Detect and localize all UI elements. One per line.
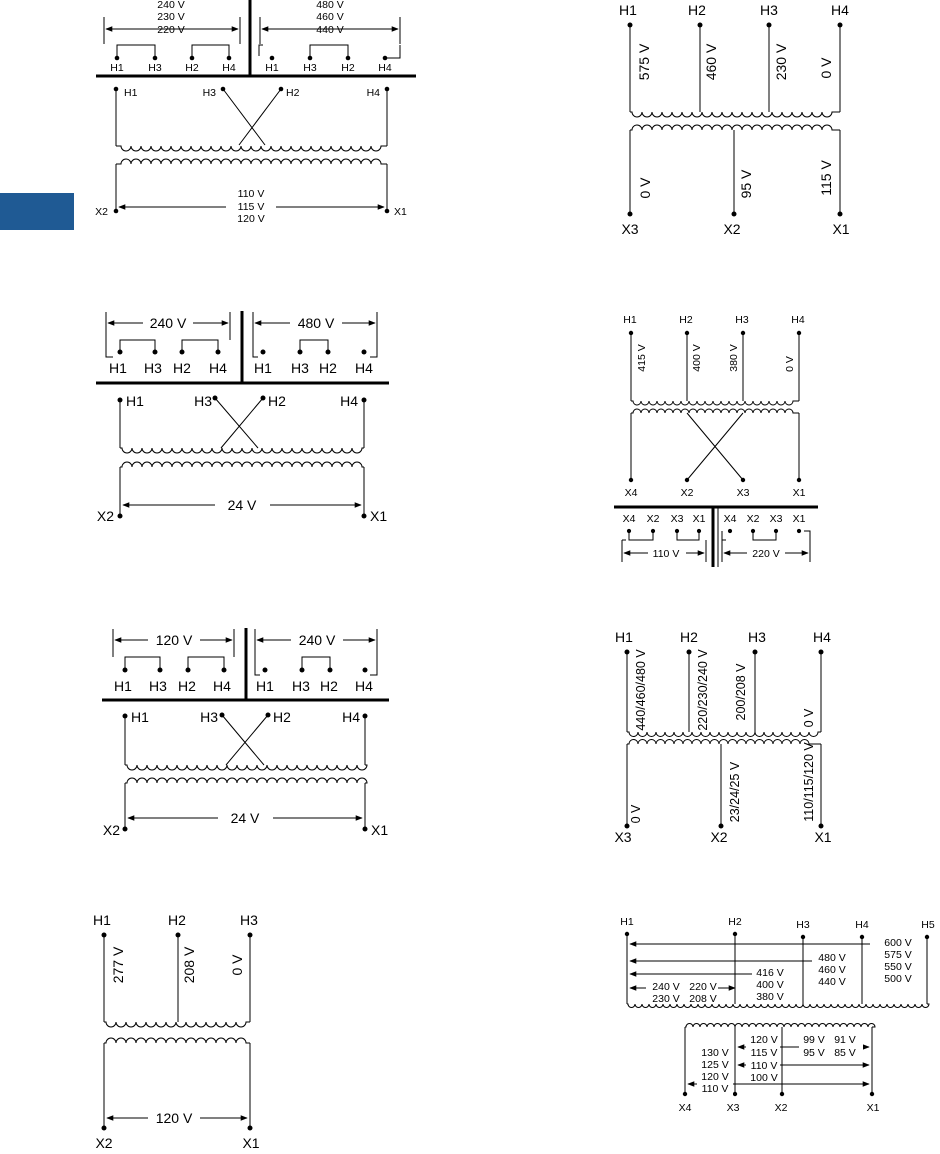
d1-right-volt-3: 440 V	[316, 24, 344, 36]
d5-sec-x2: X2	[723, 221, 741, 237]
d8-top-h2: H2	[728, 916, 742, 928]
d8-top-h5: H5	[921, 919, 935, 931]
diagram-5	[619, 2, 850, 237]
d7-volt-240: 220/230/240 V	[696, 649, 710, 731]
d5-sec-x3: X3	[621, 221, 639, 237]
d5-sec-x1: X1	[832, 221, 850, 237]
d7-volt-208: 200/208 V	[734, 663, 748, 721]
d6-volt-400: 400 V	[691, 344, 703, 372]
d8-v380: 380 V	[756, 991, 784, 1003]
d1-panel-h3: H3	[148, 62, 162, 74]
d8-v230: 230 V	[652, 993, 680, 1005]
d8-v440: 440 V	[818, 976, 846, 988]
d6-left-volt: 110 V	[652, 548, 680, 560]
d1-top-h3: H3	[202, 87, 216, 99]
d2-top-h4: H4	[340, 393, 358, 409]
d1-left-volt-1: 240 V	[157, 0, 185, 11]
d3-panel-h1: H1	[114, 678, 132, 694]
d7-top-h1: H1	[615, 629, 633, 645]
d3-panel-h4: H4	[213, 678, 231, 694]
d2-panel-h1: H1	[109, 360, 127, 376]
d6-top-h2: H2	[679, 314, 693, 326]
d5-sec-volt-95: 95 V	[738, 169, 754, 199]
d1-panel-h1: H1	[110, 62, 124, 74]
d4-sec-volt: 120 V	[155, 1110, 193, 1126]
d7-volt-0: 0 V	[802, 708, 816, 728]
d5-top-h3: H3	[760, 2, 778, 18]
d6-sec-x1: X1	[792, 487, 806, 499]
d6-sec-x4: X4	[624, 487, 638, 499]
d2-panel-r-h1: H1	[254, 360, 272, 376]
d4-volt-208: 208 V	[181, 946, 197, 984]
d8-s91: 91 V	[834, 1034, 856, 1046]
d1-top-h1: H1	[124, 87, 138, 99]
diagram-1	[95, 0, 416, 225]
d1-panel-h4: H4	[222, 62, 236, 74]
d8-s125: 125 V	[701, 1059, 729, 1071]
d3-top-h1: H1	[131, 709, 149, 725]
d5-top-h2: H2	[688, 2, 706, 18]
d3-left-volt: 120 V	[155, 632, 193, 648]
d2-panel-r-h4: H4	[355, 360, 373, 376]
d6-panel-x4: X4	[622, 513, 636, 525]
d2-left-volt: 240 V	[149, 315, 187, 331]
d8-v416: 416 V	[756, 967, 784, 979]
d6-volt-0: 0 V	[784, 356, 796, 372]
d3-sec-x1: X1	[371, 822, 389, 838]
d4-volt-277: 277 V	[110, 946, 126, 984]
d8-v208: 208 V	[689, 993, 717, 1005]
d7-sec-volt-25: 23/24/25 V	[728, 761, 742, 823]
d2-panel-r-h2: H2	[319, 360, 337, 376]
diagram-3	[102, 628, 389, 838]
d1-panel-r-h1: H1	[265, 62, 279, 74]
d8-s130: 130 V	[701, 1047, 729, 1059]
d8-s120: 120 V	[750, 1034, 778, 1046]
d7-sec-x1: X1	[814, 829, 832, 845]
d3-panel-r-h1: H1	[256, 678, 274, 694]
d6-panel-r-x1: X1	[792, 513, 806, 525]
d3-panel-h2: H2	[178, 678, 196, 694]
d1-panel-r-h3: H3	[303, 62, 317, 74]
d7-sec-x2: X2	[710, 829, 728, 845]
d3-panel-r-h4: H4	[355, 678, 373, 694]
d6-volt-415: 415 V	[636, 344, 648, 372]
d4-volt-0: 0 V	[229, 954, 245, 976]
d6-panel-r-x2: X2	[746, 513, 760, 525]
d1-panel-r-h2: H2	[341, 62, 355, 74]
d8-v500: 500 V	[884, 973, 912, 985]
d6-sec-x3: X3	[736, 487, 750, 499]
d5-sec-volt-0: 0 V	[637, 177, 653, 199]
d2-panel-r-h3: H3	[291, 360, 309, 376]
d3-top-h2: H2	[273, 709, 291, 725]
d1-panel-r-h4: H4	[378, 62, 392, 74]
d3-right-volt: 240 V	[298, 632, 336, 648]
d1-sec-x2: X2	[95, 206, 108, 218]
d8-v400: 400 V	[756, 979, 784, 991]
d8-v575: 575 V	[884, 949, 912, 961]
d7-sec-volt-120: 110/115/120 V	[802, 742, 816, 822]
d5-top-h1: H1	[619, 2, 637, 18]
d1-top-h2: H2	[286, 87, 300, 99]
d2-panel-h2: H2	[173, 360, 191, 376]
d5-top-h4: H4	[831, 2, 849, 18]
d2-top-h2: H2	[268, 393, 286, 409]
diagram-6	[614, 314, 818, 567]
d3-panel-h3: H3	[149, 678, 167, 694]
d1-left-volt-2: 230 V	[157, 11, 185, 23]
d1-panel-h2: H2	[185, 62, 199, 74]
d8-v240: 240 V	[652, 981, 680, 993]
d1-right-volt-2: 460 V	[316, 11, 344, 23]
d5-volt-575: 575 V	[636, 43, 652, 81]
diagram-2	[96, 311, 389, 524]
diagram-4	[93, 912, 260, 1151]
d4-top-h2: H2	[168, 912, 186, 928]
d3-sec-volt: 24 V	[230, 810, 260, 826]
d4-sec-x2: X2	[95, 1135, 113, 1151]
d8-s85: 85 V	[834, 1047, 856, 1059]
d8-top-h3: H3	[796, 919, 810, 931]
d6-top-h4: H4	[791, 314, 805, 326]
d7-top-h3: H3	[748, 629, 766, 645]
d6-panel-r-x3: X3	[769, 513, 783, 525]
d8-sec-x2: X2	[774, 1102, 788, 1114]
d2-top-h3: H3	[194, 393, 212, 409]
d8-v480: 480 V	[818, 952, 846, 964]
d2-top-h1: H1	[126, 393, 144, 409]
d1-sec-volt-2: 115 V	[237, 201, 265, 213]
d7-top-h2: H2	[680, 629, 698, 645]
d2-panel-h4: H4	[209, 360, 227, 376]
d6-volt-380: 380 V	[728, 344, 740, 372]
d4-top-h3: H3	[240, 912, 258, 928]
d8-v460: 460 V	[818, 964, 846, 976]
d6-top-h3: H3	[735, 314, 749, 326]
d1-sec-volt-1: 110 V	[237, 188, 265, 200]
d8-sec-x3: X3	[726, 1102, 740, 1114]
d5-volt-460: 460 V	[703, 43, 719, 81]
d8-s110b: 110 V	[701, 1083, 729, 1095]
d2-panel-h3: H3	[144, 360, 162, 376]
diagram-8	[620, 916, 935, 1114]
d8-sec-x4: X4	[678, 1102, 692, 1114]
d6-panel-x3: X3	[670, 513, 684, 525]
d6-right-volt: 220 V	[752, 548, 780, 560]
d6-sec-x2: X2	[680, 487, 694, 499]
d2-right-volt: 480 V	[297, 315, 335, 331]
d5-volt-0: 0 V	[818, 57, 834, 79]
d6-panel-x2: X2	[646, 513, 660, 525]
d8-s99: 99 V	[803, 1034, 825, 1046]
d8-s95: 95 V	[803, 1047, 825, 1059]
d4-sec-x1: X1	[242, 1135, 260, 1151]
d3-top-h3: H3	[200, 709, 218, 725]
d2-sec-volt: 24 V	[227, 497, 257, 513]
d7-sec-x3: X3	[614, 829, 632, 845]
d8-v220: 220 V	[689, 981, 717, 993]
d6-panel-r-x4: X4	[723, 513, 737, 525]
d4-top-h1: H1	[93, 912, 111, 928]
d8-top-h1: H1	[620, 916, 634, 928]
d2-sec-x1: X1	[370, 508, 388, 524]
d6-panel-x1: X1	[692, 513, 706, 525]
diagram-7	[614, 629, 831, 845]
d8-s120b: 120 V	[701, 1071, 729, 1083]
d3-panel-r-h2: H2	[320, 678, 338, 694]
d8-v600: 600 V	[884, 937, 912, 949]
d8-s100: 100 V	[750, 1072, 778, 1084]
d3-top-h4: H4	[342, 709, 360, 725]
d1-sec-volt-3: 120 V	[237, 213, 265, 225]
d1-sec-x1: X1	[394, 206, 407, 218]
d8-s110: 110 V	[750, 1060, 778, 1072]
d5-sec-volt-115: 115 V	[818, 160, 834, 196]
d2-sec-x2: X2	[96, 508, 114, 524]
d8-top-h4: H4	[855, 919, 869, 931]
d8-sec-x1: X1	[866, 1102, 880, 1114]
d5-volt-230: 230 V	[773, 43, 789, 81]
d1-left-volt-3: 220 V	[157, 24, 185, 36]
d1-top-h4: H4	[366, 87, 380, 99]
d8-s115: 115 V	[750, 1047, 778, 1059]
d8-v550: 550 V	[884, 961, 912, 973]
d1-right-volt-1: 480 V	[316, 0, 344, 11]
d6-top-h1: H1	[623, 314, 637, 326]
d3-panel-r-h3: H3	[292, 678, 310, 694]
d7-volt-480: 440/460/480 V	[634, 649, 648, 731]
d3-sec-x2: X2	[102, 822, 120, 838]
d7-sec-volt-0: 0 V	[629, 804, 643, 824]
d7-top-h4: H4	[813, 629, 831, 645]
